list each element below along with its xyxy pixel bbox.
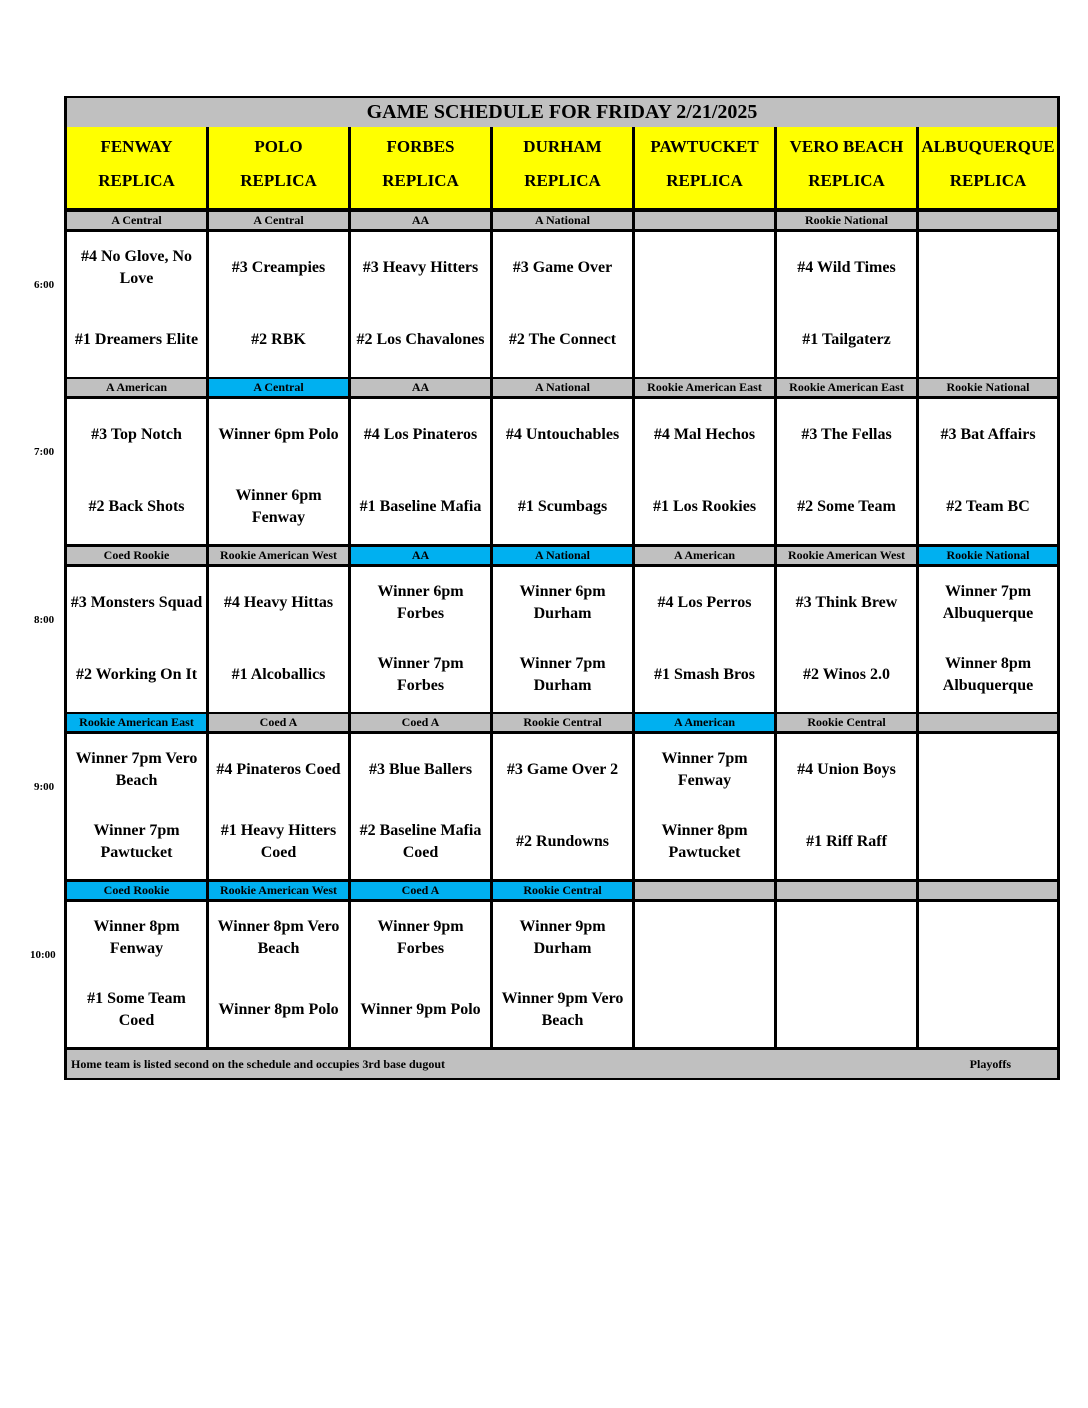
game-cell (209, 399, 348, 544)
away-team: Winner 7pm Fenway (661, 750, 748, 789)
division-label: Coed A (351, 882, 490, 899)
away-team: Winner 6pm Polo (218, 426, 339, 443)
time-label: 7:00 (34, 446, 55, 458)
away-team: #3 Bat Affairs (940, 426, 1036, 443)
home-team: #1 Smash Bros (653, 666, 756, 683)
division-label: A American (67, 379, 206, 396)
division-label: Rookie American West (209, 547, 348, 564)
game-cell (209, 902, 348, 1047)
home-team: #2 Winos 2.0 (803, 666, 890, 683)
game-cell (351, 734, 490, 879)
home-team: #1 Tailgaterz (802, 331, 891, 348)
time-label: 9:00 (34, 781, 55, 793)
away-team: Winner 7pm Albuquerque (942, 583, 1034, 622)
away-team: #4 Los Perros (657, 594, 752, 611)
game-cell (919, 567, 1057, 712)
game-cell (209, 232, 348, 377)
game-cell (493, 734, 632, 879)
home-team: #2 Baseline Mafia Coed (359, 822, 482, 861)
field-name: PAWTUCKET (650, 137, 759, 156)
home-team: #1 Scumbags (517, 498, 608, 515)
game-cell (919, 734, 1057, 879)
home-team: #2 Team BC (946, 498, 1030, 515)
division-label (635, 882, 774, 899)
game-cell (635, 734, 774, 879)
away-team: Winner 8pm Fenway (93, 918, 180, 957)
division-label: Rookie American East (635, 379, 774, 396)
division-label: Rookie National (919, 547, 1057, 564)
home-team: Winner 9pm Polo (360, 1001, 481, 1018)
field-header-4 (493, 127, 632, 208)
game-cell (493, 399, 632, 544)
field-subtitle: REPLICA (808, 171, 885, 190)
home-team: Winner 6pm Fenway (235, 487, 322, 526)
away-team: #3 Blue Ballers (368, 761, 473, 778)
field-name: ALBUQUERQUE (921, 137, 1055, 156)
home-team (638, 974, 771, 1046)
field-header-3 (351, 127, 490, 208)
home-team: Winner 7pm Pawtucket (93, 822, 180, 861)
game-cell (67, 734, 206, 879)
home-team (922, 974, 1054, 1046)
division-label: Rookie National (777, 212, 916, 229)
home-team-note: Home team is listed second on the schedule and occupies 3rd base dugout (71, 1057, 446, 1071)
division-label: A National (493, 379, 632, 396)
away-team (638, 232, 771, 304)
division-label: A American (635, 547, 774, 564)
game-cell (67, 567, 206, 712)
division-label: Rookie American West (777, 547, 916, 564)
away-team: #4 Wild Times (797, 259, 896, 276)
away-team: #3 Monsters Squad (70, 594, 203, 611)
away-team: Winner 9pm Forbes (377, 918, 464, 957)
field-name: FENWAY (100, 137, 173, 156)
schedule-table (64, 96, 1060, 1080)
time-label: 10:00 (30, 949, 56, 961)
schedule-title: GAME SCHEDULE FOR FRIDAY 2/21/2025 (67, 98, 1057, 127)
home-team (922, 304, 1054, 376)
game-cell (493, 567, 632, 712)
away-team (780, 902, 913, 974)
game-cell (777, 567, 916, 712)
field-subtitle: REPLICA (98, 171, 175, 190)
game-cell (777, 232, 916, 377)
away-team: #3 Heavy Hitters (362, 259, 479, 276)
division-label: Coed Rookie (67, 882, 206, 899)
game-cell (493, 902, 632, 1047)
away-team: #4 Mal Hechos (653, 426, 756, 443)
away-team (922, 902, 1054, 974)
away-team: #3 Top Notch (91, 426, 182, 443)
away-team: Winner 6pm Durham (519, 583, 606, 622)
division-label: A Central (209, 212, 348, 229)
game-cell (67, 399, 206, 544)
home-team: Winner 8pm Albuquerque (942, 655, 1034, 694)
game-cell (919, 902, 1057, 1047)
division-label: Coed A (209, 714, 348, 731)
division-label: Rookie Central (777, 714, 916, 731)
home-team: Winner 7pm Durham (519, 655, 606, 694)
game-cell (919, 232, 1057, 377)
home-team: #2 Some Team (797, 498, 896, 515)
away-team: Winner 9pm Durham (519, 918, 606, 957)
away-team (922, 232, 1054, 304)
footer-row (67, 1050, 1057, 1078)
game-cell (351, 567, 490, 712)
game-cell (67, 232, 206, 377)
division-label (635, 212, 774, 229)
field-subtitle: REPLICA (524, 171, 601, 190)
division-label: Rookie Central (493, 714, 632, 731)
field-header-1 (67, 127, 206, 208)
division-label (919, 212, 1057, 229)
game-cell (493, 232, 632, 377)
field-name: FORBES (386, 137, 455, 156)
home-team (638, 304, 771, 376)
game-cell (635, 399, 774, 544)
home-team: #1 Heavy Hitters Coed (220, 822, 337, 861)
game-cell (635, 232, 774, 377)
home-team (780, 974, 913, 1046)
field-name: VERO BEACH (789, 137, 904, 156)
game-cell (209, 567, 348, 712)
division-label: AA (351, 547, 490, 564)
field-subtitle: REPLICA (666, 171, 743, 190)
home-team: #2 Working On It (75, 666, 198, 683)
away-team: #3 Creampies (231, 259, 326, 276)
home-team: #2 RBK (251, 331, 306, 348)
division-label: Rookie Central (493, 882, 632, 899)
away-team: #3 Game Over 2 (506, 761, 619, 778)
field-name: DURHAM (523, 137, 602, 156)
home-team: #1 Alcoballics (231, 666, 326, 683)
division-label: A National (493, 212, 632, 229)
away-team: #4 Union Boys (797, 761, 896, 778)
division-label: Coed A (351, 714, 490, 731)
field-subtitle: REPLICA (240, 171, 317, 190)
time-label: 6:00 (34, 279, 55, 291)
home-team: Winner 9pm Vero Beach (501, 990, 624, 1029)
game-cell (209, 734, 348, 879)
game-cell (635, 902, 774, 1047)
field-header-7 (919, 127, 1057, 208)
game-cell (777, 902, 916, 1047)
division-label: Rookie American West (209, 882, 348, 899)
game-cell (635, 567, 774, 712)
home-team: #2 Los Chavalones (356, 331, 485, 348)
field-name: POLO (254, 137, 303, 156)
division-label: Rookie National (919, 379, 1057, 396)
away-team: #4 Los Pinateros (363, 426, 478, 443)
away-team: #4 Untouchables (505, 426, 620, 443)
home-team: Winner 8pm Pawtucket (661, 822, 748, 861)
home-team: #1 Some Team Coed (87, 990, 186, 1029)
field-subtitle: REPLICA (382, 171, 459, 190)
game-cell (777, 734, 916, 879)
home-team: #2 Rundowns (516, 833, 609, 850)
field-header-6 (777, 127, 916, 208)
time-label: 8:00 (34, 614, 55, 626)
home-team: #2 Back Shots (88, 498, 185, 515)
field-subtitle: REPLICA (949, 171, 1027, 190)
home-team: #1 Riff Raff (806, 833, 887, 850)
game-cell (351, 399, 490, 544)
division-label (919, 882, 1057, 899)
division-label: AA (351, 379, 490, 396)
division-label: A American (635, 714, 774, 731)
division-label: AA (351, 212, 490, 229)
division-label: A Central (67, 212, 206, 229)
game-cell (919, 399, 1057, 544)
away-team: #4 Pinateros Coed (216, 761, 341, 778)
home-team: #1 Los Rookies (652, 498, 757, 515)
away-team: #3 Game Over (512, 259, 613, 276)
division-label: A Central (209, 379, 348, 396)
home-team (922, 806, 1054, 878)
away-team: #4 Heavy Hittas (223, 594, 334, 611)
away-team: #4 No Glove, No Love (80, 248, 193, 287)
home-team: #1 Dreamers Elite (74, 331, 199, 348)
away-team: #3 The Fellas (801, 426, 892, 443)
game-cell (351, 902, 490, 1047)
away-team: #3 Think Brew (795, 594, 898, 611)
home-team: Winner 7pm Forbes (377, 655, 464, 694)
game-cell (351, 232, 490, 377)
playoffs-label: Playoffs (969, 1057, 1011, 1071)
home-team: Winner 8pm Polo (218, 1001, 339, 1018)
game-cell (67, 902, 206, 1047)
away-team: Winner 6pm Forbes (377, 583, 464, 622)
division-label (919, 714, 1057, 731)
away-team (922, 734, 1054, 806)
division-label: Coed Rookie (67, 547, 206, 564)
home-team: #1 Baseline Mafia (359, 498, 482, 515)
division-label: A National (493, 547, 632, 564)
division-label: Rookie American East (777, 379, 916, 396)
division-label (777, 882, 916, 899)
game-cell (777, 399, 916, 544)
field-header-5 (635, 127, 774, 208)
away-team: Winner 7pm Vero Beach (75, 750, 198, 789)
away-team: Winner 8pm Vero Beach (217, 918, 340, 957)
division-label: Rookie American East (67, 714, 206, 731)
away-team (638, 902, 771, 974)
field-header-2 (209, 127, 348, 208)
home-team: #2 The Connect (508, 331, 617, 348)
